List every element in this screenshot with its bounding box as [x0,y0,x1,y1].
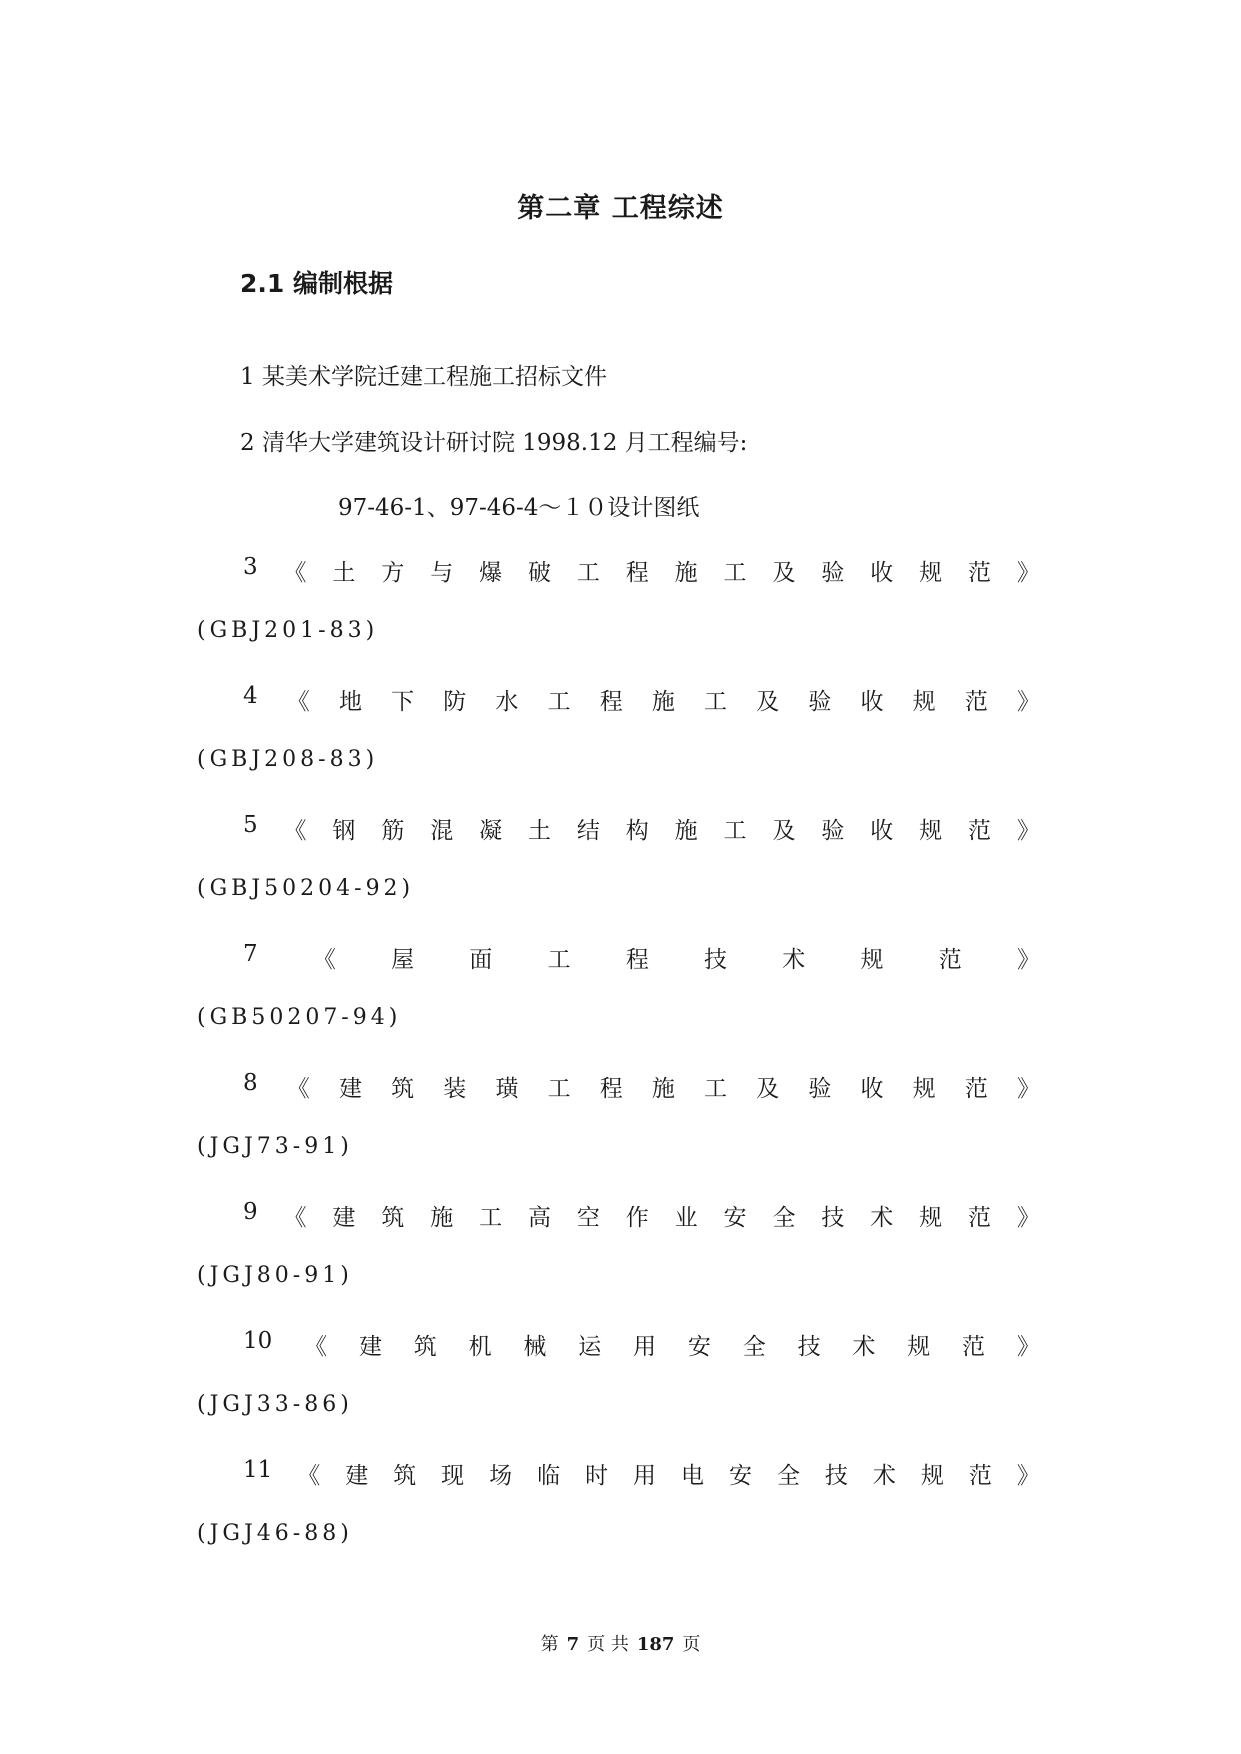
reference-title-char: 《 [283,818,307,844]
reference-title-char: 全 [776,1463,800,1489]
footer-total-pages: 187 [636,1634,675,1655]
reference-title-char: 及 [756,1076,780,1102]
reference-title-char: 结 [576,818,600,844]
reference-code: (JGJ80-91) [197,1263,353,1288]
reference-title-char: 规 [920,1463,944,1489]
reference-title-row [243,1328,1040,1361]
reference-title-char: 工 [704,689,728,715]
reference-title-char: 》 [1016,689,1040,715]
reference-title-char: 规 [919,818,943,844]
reference-title-char: 构 [625,818,649,844]
reference-title-char: 建 [345,1463,369,1489]
reference-title-char: 技 [797,1334,821,1360]
reference-title-char: 筋 [381,818,405,844]
reference-title-char: 收 [870,560,894,586]
reference-title-char: 安 [723,1205,747,1231]
reference-title-char: 施 [651,689,675,715]
reference-title-char: 术 [782,947,806,973]
reference-title-char: 装 [443,1076,467,1102]
reference-title-char: 技 [824,1463,848,1489]
reference-title-char: 《 [286,689,310,715]
reference-title-char: 程 [625,560,649,586]
reference-title-char: 土 [527,818,551,844]
reference-title-char: 工 [547,689,571,715]
reference-code: (JGJ46-88) [197,1521,353,1546]
reference-title-char: 工 [723,560,747,586]
reference-code: (GBJ50204-92) [197,876,415,901]
list-item-2-line-1: 2 清华大学建筑设计研讨院 1998.12 月工程编号: [240,430,748,456]
reference-title-char: 工 [723,818,747,844]
reference-title-char: 屋 [391,947,415,973]
reference-title-char: 》 [1016,1463,1040,1489]
reference-title-char: 验 [821,818,845,844]
reference-title-char: 全 [742,1334,766,1360]
reference-title-char: 工 [479,1205,503,1231]
reference-title-char: 建 [332,1205,356,1231]
reference-title-char: 收 [860,689,884,715]
reference-title-row [243,554,1040,587]
reference-title-char: 《 [297,1463,321,1489]
reference-title-char: 爆 [479,560,503,586]
reference-title-char: 10 [243,1328,273,1354]
reference-title-char: 8 [243,1070,258,1096]
reference-title-char: 电 [681,1463,704,1489]
reference-title-char: 11 [243,1457,273,1483]
reference-title-char: 规 [912,689,936,715]
chapter-title: 第二章 工程综述 [517,193,724,224]
reference-title-char: 建 [338,1076,362,1102]
reference-title-char: 防 [443,689,467,715]
reference-code: (GB50207-94) [197,1005,402,1030]
section-title: 2.1 编制根据 [240,269,393,298]
page-footer [0,1630,1241,1656]
reference-title-char: 技 [821,1205,845,1231]
reference-title-char: 5 [243,812,258,838]
reference-title-char: 工 [547,947,571,973]
list-item-1: 1 某美术学院迁建工程施工招标文件 [240,364,607,390]
reference-title-char: 规 [919,1205,943,1231]
reference-title-char: 》 [1016,1076,1040,1102]
footer-prefix: 第 [540,1634,559,1655]
reference-title-char: 破 [527,560,551,586]
reference-title-char: 术 [872,1463,896,1489]
footer-middle: 页 共 [587,1634,629,1655]
reference-title-char: 筑 [393,1463,417,1489]
reference-title-char: 验 [821,560,845,586]
reference-title-row [243,941,1040,974]
reference-code: (JGJ33-86) [197,1392,353,1417]
reference-title-row [243,1457,1040,1490]
reference-title-char: 及 [756,689,780,715]
reference-title-char: 范 [968,1205,991,1231]
reference-title-char: 时 [585,1463,609,1489]
reference-title-char: 验 [808,689,832,715]
reference-title-char: 4 [243,683,258,709]
reference-title-char: 技 [704,947,728,973]
reference-title-char: 临 [537,1463,561,1489]
reference-code: (GBJ208-83) [197,747,379,772]
reference-title-char: 筑 [391,1076,415,1102]
reference-title-char: 钢 [332,818,356,844]
reference-title-char: 机 [468,1334,492,1360]
reference-title-row [243,812,1040,845]
reference-title-char: 用 [633,1463,657,1489]
footer-page-number: 7 [566,1634,580,1655]
reference-title-char: 施 [430,1205,454,1231]
reference-title-char: 施 [674,560,698,586]
reference-title-char: 下 [391,689,415,715]
reference-title-char: 建 [358,1334,382,1360]
reference-code: (JGJ73-91) [197,1134,353,1159]
reference-title-char: 验 [808,1076,832,1102]
reference-title-char: 范 [968,560,991,586]
reference-title-char: 程 [625,947,649,973]
reference-title-char: 及 [772,560,796,586]
reference-title-row [243,683,1040,716]
reference-title-char: 方 [381,560,405,586]
reference-title-char: 规 [860,947,884,973]
reference-title-char: 》 [1016,947,1040,973]
reference-title-char: 施 [674,818,698,844]
reference-title-char: 凝 [479,818,503,844]
reference-title-char: 水 [495,689,519,715]
footer-suffix: 页 [682,1634,701,1655]
reference-title-char: 璜 [495,1076,519,1102]
reference-title-char: 》 [1016,1205,1040,1231]
reference-title-char: 收 [870,818,894,844]
reference-title-char: 及 [772,818,796,844]
reference-title-char: 》 [1016,560,1040,586]
reference-title-char: 规 [919,560,943,586]
reference-title-char: 施 [651,1076,675,1102]
reference-title-char: 范 [938,947,962,973]
reference-title-char: 面 [469,947,493,973]
reference-title-char: 规 [907,1334,931,1360]
reference-title-row [243,1199,1040,1232]
reference-title-char: 高 [527,1205,551,1231]
reference-title-row [243,1070,1040,1103]
reference-title-char: 9 [243,1199,258,1225]
reference-title-char: 地 [338,689,362,715]
reference-title-char: 安 [728,1463,752,1489]
reference-title-char: 筑 [413,1334,437,1360]
reference-title-char: 与 [430,560,454,586]
reference-code: (GBJ201-83) [197,618,379,643]
reference-title-char: 《 [283,560,307,586]
reference-title-char: 规 [912,1076,936,1102]
reference-title-char: 》 [1016,818,1040,844]
reference-title-char: 《 [283,1205,307,1231]
reference-title-char: 术 [852,1334,876,1360]
reference-title-char: 7 [243,941,258,967]
reference-title-char: 混 [430,818,454,844]
reference-title-char: 《 [286,1076,310,1102]
reference-title-char: 《 [304,1334,328,1360]
reference-title-char: 术 [870,1205,894,1231]
reference-title-char: 运 [578,1334,602,1360]
reference-title-char: 工 [576,560,600,586]
reference-title-char: 空 [576,1205,600,1231]
reference-title-char: 业 [674,1205,698,1231]
reference-title-char: 筑 [381,1205,405,1231]
reference-title-char: 范 [964,1076,988,1102]
reference-title-char: 现 [441,1463,465,1489]
reference-title-char: 范 [962,1334,986,1360]
reference-title-char: 程 [599,689,623,715]
reference-title-char: 安 [687,1334,711,1360]
reference-title-char: 用 [633,1334,657,1360]
reference-title-char: 范 [968,1463,992,1489]
reference-title-char: 工 [547,1076,571,1102]
reference-title-char: 3 [243,554,258,580]
reference-title-char: 程 [599,1076,623,1102]
reference-title-char: 范 [964,689,988,715]
reference-title-char: 全 [772,1205,796,1231]
reference-title-char: 《 [312,947,336,973]
reference-title-char: 》 [1016,1334,1040,1360]
reference-title-char: 工 [704,1076,728,1102]
reference-title-char: 场 [489,1463,513,1489]
reference-title-char: 收 [860,1076,884,1102]
list-item-2-line-2: 97-46-1、97-46-4～１０设计图纸 [338,495,700,521]
reference-title-char: 作 [625,1205,649,1231]
reference-title-char: 范 [968,818,991,844]
reference-title-char: 械 [523,1334,547,1360]
reference-title-char: 土 [332,560,356,586]
